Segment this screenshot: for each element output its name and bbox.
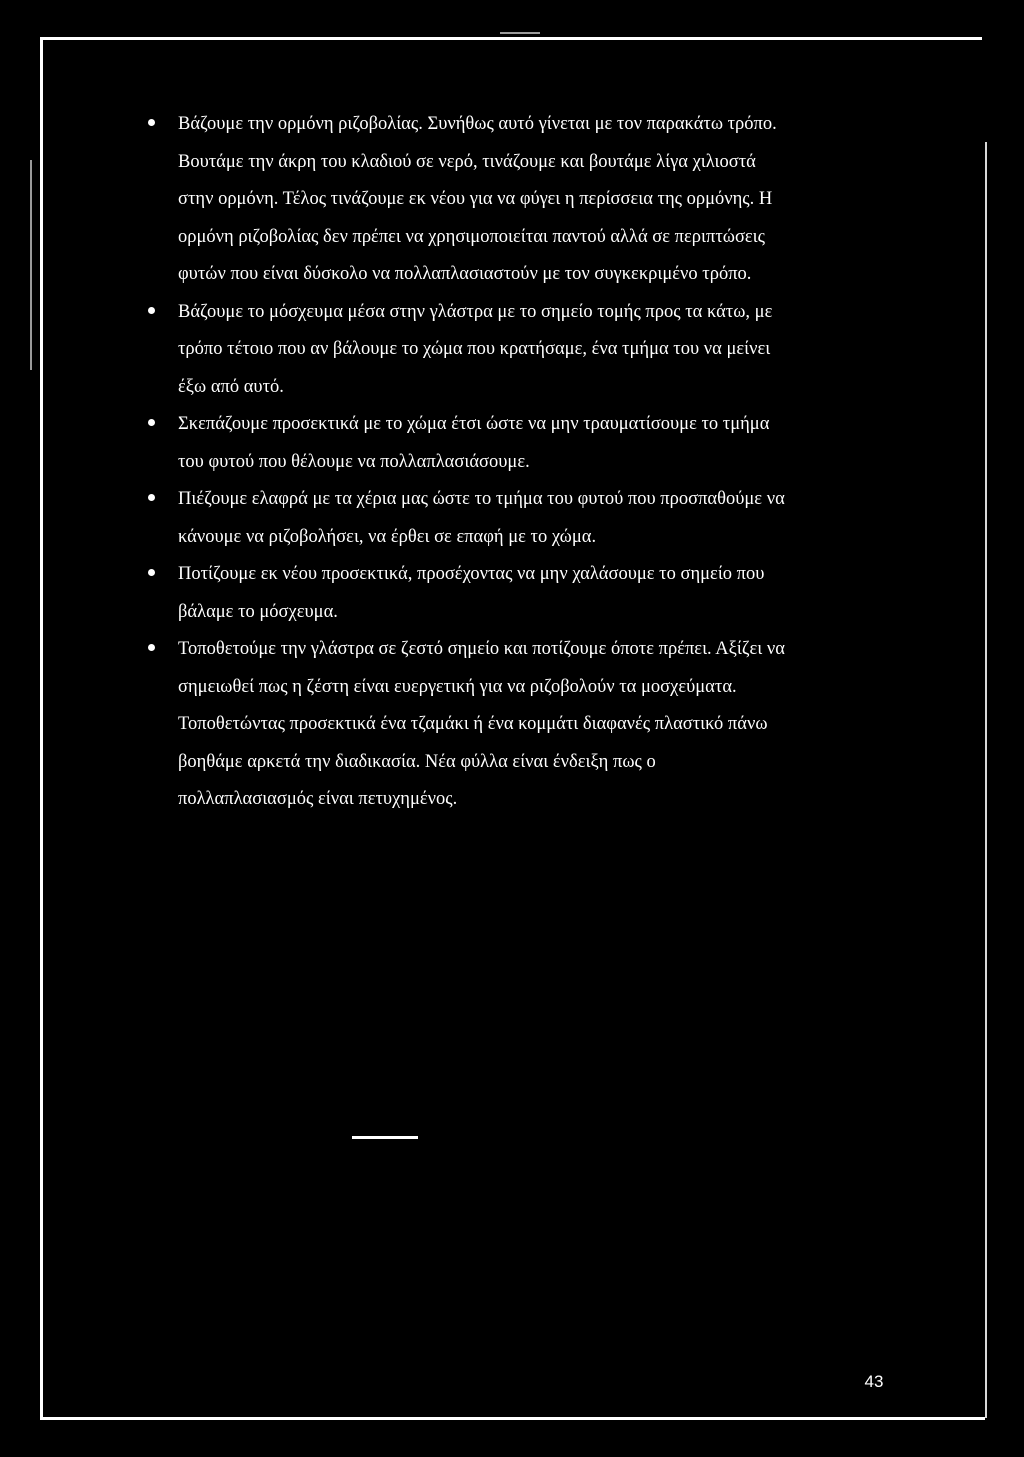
page-frame-bottom-line (40, 1417, 985, 1420)
instruction-line: Βάζουμε το μόσχευμα μέσα στην γλάστρα με το σημείο τομής προς τα κάτω, με (178, 301, 773, 322)
instruction-line: έξω από αυτό. (178, 376, 284, 397)
instruction-item-water (148, 556, 895, 631)
instruction-item-press (148, 481, 895, 556)
instruction-line: Σκεπάζουμε προσεκτικά με το χώμα έτσι ώστε να μην τραυματίσουμε το τμήμα (178, 414, 770, 434)
instruction-line: φυτών που είναι δύσκολο να πολλαπλασιαστούν με τον συγκεκριμένο τρόπο. (178, 264, 752, 284)
instruction-line: βοηθάμε αρκετά την διαδικασία. Νέα φύλλα είναι ένδειξη πως ο (178, 751, 656, 772)
bullet-icon (148, 494, 155, 501)
decorative-dash (352, 1136, 418, 1139)
instruction-line: στην ορμόνη. Τέλος τινάζουμε εκ νέου για να φύγει η περίσσεια της ορμόνης. Η (178, 189, 773, 209)
instruction-line: Τοποθετώντας προσεκτικά ένα τζαμάκι ή ένα κομμάτι διαφανές πλαστικό πάνω (178, 714, 768, 734)
bullet-icon (148, 307, 155, 314)
page-number: 43 (864, 1372, 884, 1391)
instruction-line: βάλαμε το μόσχευμα. (178, 601, 338, 622)
instruction-line: του φυτού που θέλουμε να πολλαπλασιάσουμε. (178, 451, 530, 472)
bullet-icon (148, 119, 155, 126)
page-frame-top-mark (500, 32, 540, 34)
instruction-line: Ποτίζουμε εκ νέου προσεκτικά, προσέχοντας να μην χαλάσουμε το σημείο που (178, 564, 765, 584)
bullet-icon (148, 419, 155, 426)
instruction-line: Πιέζουμε ελαφρά με τα χέρια μας ώστε το τμήμα του φυτού που προσπαθούμε να (178, 489, 785, 509)
instruction-line: Τοποθετούμε την γλάστρα σε ζεστό σημείο και ποτίζουμε όποτε πρέπει. Αξίζει να (178, 639, 785, 659)
page-frame-edge-mark (30, 160, 32, 370)
instruction-item-place-cutting (148, 294, 895, 407)
instruction-list (148, 106, 895, 819)
bullet-icon (148, 644, 155, 651)
instruction-line: σημειωθεί πως η ζέστη είναι ευεργετική για να ριζοβολούν τα μοσχεύματα. (178, 676, 737, 697)
page-frame-left-line (40, 37, 43, 1420)
instruction-item-cover-soil (148, 406, 895, 481)
bullet-icon (148, 569, 155, 576)
instruction-line: Βάζουμε την ορμόνη ριζοβολίας. Συνήθως αυτό γίνεται με τον παρακάτω τρόπο. (178, 114, 777, 134)
instruction-item-warm-place (148, 631, 895, 819)
instruction-line: ορμόνη ριζοβολίας δεν πρέπει να χρησιμοποιείται παντού αλλά σε περιπτώσεις (178, 226, 765, 247)
instruction-line: τρόπο τέτοιο που αν βάλουμε το χώμα που κρατήσαμε, ένα τμήμα του να μείνει (178, 339, 771, 359)
instruction-line: Βουτάμε την άκρη του κλαδιού σε νερό, τινάζουμε και βουτάμε λίγα χιλιοστά (178, 151, 756, 172)
page-frame-right-line (985, 142, 987, 1418)
instruction-item-hormone (148, 106, 895, 294)
instruction-line: πολλαπλασιασμός είναι πετυχημένος. (178, 789, 458, 809)
instruction-line: κάνουμε να ριζοβολήσει, να έρθει σε επαφή με το χώμα. (178, 526, 597, 547)
page-frame-top-line (40, 37, 982, 40)
